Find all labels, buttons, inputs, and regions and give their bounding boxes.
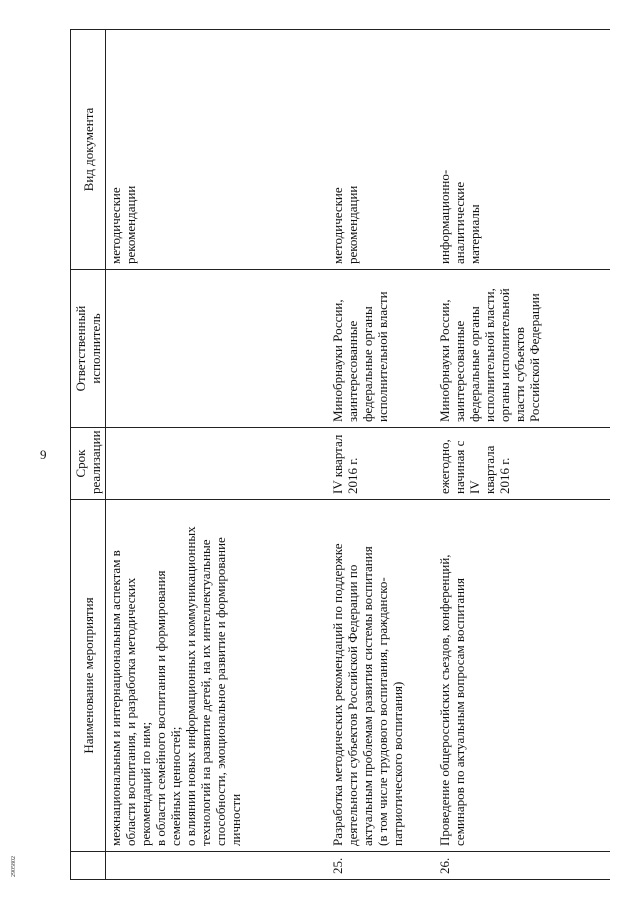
text-line: федеральные органы [467, 306, 482, 422]
rotated-page-content [70, 30, 610, 880]
text-line: Разработка методических рекомендаций по поддержке [330, 543, 345, 846]
row-executor [435, 270, 610, 428]
document-id: 2905802 [11, 856, 17, 877]
text-line: федеральные органы [360, 306, 375, 422]
text-line: материалы [467, 204, 482, 264]
header-num [71, 852, 106, 880]
text-line: аналитические [452, 181, 467, 264]
header-doc-type: Вид документа [71, 30, 106, 270]
text-line: личности [228, 793, 243, 846]
table-row [106, 30, 329, 880]
text-line: 2016 г. [497, 457, 512, 494]
text-line: 2016 г. [345, 457, 360, 494]
text-line: власти субъектов [512, 327, 527, 422]
text-line: деятельности субъектов Российской Федерации по [345, 564, 360, 846]
text-line: IV квартал [330, 434, 345, 494]
row-doc-type [328, 30, 435, 270]
header-name: Наименование мероприятия [71, 500, 106, 852]
row-name [106, 500, 329, 852]
row-number: 25. [328, 852, 435, 880]
text-line: информационно- [437, 169, 452, 264]
text-line: IV квартала [467, 445, 497, 494]
text-line: методические [330, 187, 345, 264]
table-header-row [71, 30, 106, 880]
text-line: (в том числе трудового воспитания, гражданско- [375, 577, 390, 846]
text-line: области воспитания, и разработка методических [123, 577, 138, 846]
row-term [328, 428, 435, 500]
action-plan-table [70, 29, 610, 880]
text-line: исполнительной власти [375, 291, 390, 422]
table-row [435, 30, 610, 880]
text-line: Минобрнауки России, [437, 299, 452, 422]
row-term [435, 428, 610, 500]
text-line: о влиянии новых информационных и коммуникационных [183, 526, 198, 846]
text-line: технологий на развитие детей, на их интеллектуальные [198, 539, 213, 846]
text-line: актуальным проблемам развития системы воспитания [360, 546, 375, 846]
page-number: 9 [40, 447, 47, 462]
text-line: исполнительной власти, [482, 288, 497, 422]
text-line: рекомендации [345, 185, 360, 264]
text-line: рекомендаций по ним; [138, 721, 153, 846]
text-line: патриотического воспитания) [390, 681, 405, 846]
row-term [106, 428, 329, 500]
row-name [435, 500, 610, 852]
text-line: органы исполнительной [497, 288, 512, 422]
row-executor [106, 270, 329, 428]
text-line: семинаров по актуальным вопросам воспитания [452, 578, 467, 846]
row-doc-type [106, 30, 329, 270]
row-number: 26. [435, 852, 610, 880]
row-executor [328, 270, 435, 428]
header-term: Срок реализации [71, 428, 106, 500]
row-doc-type [435, 30, 610, 270]
text-line: семейных ценностей; [168, 726, 183, 846]
text-line: способности, эмоциональное развитие и формирование [213, 537, 228, 846]
text-line: рекомендации [123, 185, 138, 264]
row-name [328, 500, 435, 852]
text-line: заинтересованные [345, 320, 360, 422]
text-line: заинтересованные [452, 320, 467, 422]
text-line: Проведение общероссийских съездов, конференций, [437, 554, 452, 846]
text-line: Минобрнауки России, [330, 299, 345, 422]
table-row [328, 30, 435, 880]
text-line: в области семейного воспитания и формирования [153, 570, 168, 846]
text-line: Российской Федерации [527, 293, 542, 422]
text-line: начиная с [452, 440, 467, 494]
header-executor: Ответственный исполнитель [71, 270, 106, 428]
text-line: ежегодно, [437, 439, 452, 494]
text-line: методические [108, 187, 123, 264]
row-number [106, 852, 329, 880]
text-line: межнациональным и интернациональным аспектам в [108, 550, 123, 846]
